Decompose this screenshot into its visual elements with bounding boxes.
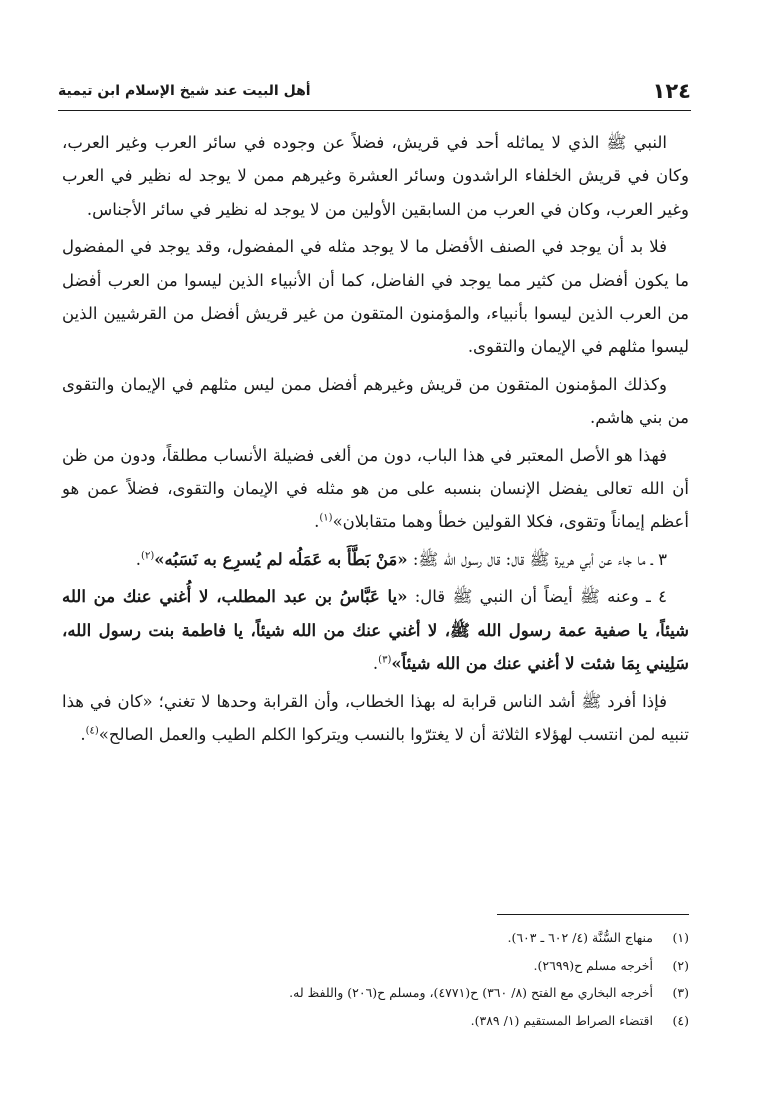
footnote-mark: (٣) (672, 985, 689, 1000)
footnote (62, 1007, 689, 1035)
paragraph (62, 580, 689, 680)
text-run: ٣ ـ ما جاء عن أبي هريرة ﷺ قال: قال رسول الله ﷺ: (407, 549, 667, 569)
footnote-ref: (٤) (85, 725, 99, 737)
footnote-text: أخرجه البخاري مع الفتح (٨/ ٣٦٠) ح(٤٧٧١)، ومسلم ح(٢٠٦) واللفظ له. (289, 985, 653, 1000)
footnote (62, 979, 689, 1007)
text-run: . (80, 724, 86, 744)
hadith-quote: «يا عَبَّاسُ بن عبد المطلب، لا أُغني عنك من الله شيئاً، يا صفية عمة رسول الله ﷺ، لا أغني عنك من الله شيئاً، يا فاطمة بنت رسول الله، سَلِيني بِمَا شئت لا أغني عنك من الله شيئاً» (62, 587, 689, 674)
hadith-quote: «مَنْ بَطَّأَ به عَمَلُه لم يُسرِع به نَسَبُه» (154, 549, 408, 569)
footnote-mark: (١) (672, 930, 689, 945)
text-run: ٤ ـ وعنه ﷺ أيضاً أن النبي ﷺ قال: (407, 587, 667, 607)
footnote-ref: (١) (319, 512, 333, 524)
footnote-mark: (٤) (672, 1012, 689, 1028)
text-run: فلا بد أن يوجد في الصنف الأفضل ما لا يوجد مثله في المفضول، وقد يوجد في المفضول ما يكون أفضل من كثير مما يوجد في الفاضل، كما أن الأنبياء الذين ليسوا من العرب أفضل من العرب الذين ليسوا بأنبياء، والمؤمنون المتقون من غير قريش أفضل من القرشيين الذين ليسوا مثلهم في الإيمان والتقوى. (62, 237, 689, 357)
text-run: . (135, 549, 142, 569)
text-run: وكذلك المؤمنون المتقون من قريش وغيرهم أفضل ممن ليس مثلهم في الإيمان والتقوى من بني هاشم. (62, 374, 689, 428)
paragraph (62, 439, 689, 539)
footnote-text: أخرجه مسلم ح(٢٦٩٩). (533, 957, 653, 973)
paragraph (62, 230, 689, 364)
text-run: . (372, 654, 379, 674)
footnote-divider (497, 914, 689, 915)
footnote-text: منهاج السُّنَّة (٤/ ٦٠٢ ـ ٦٠٣). (507, 930, 653, 945)
footnote-ref: (٢) (141, 550, 155, 562)
running-title: أهل البيت عند شيخ الإسلام ابن تيمية (58, 83, 311, 99)
paragraph (62, 685, 689, 752)
paragraph (62, 543, 689, 576)
page-number: ١٢٤ (652, 79, 691, 103)
footnote (62, 924, 689, 952)
footnote-text: اقتضاء الصراط المستقيم (١/ ٣٨٩). (470, 1012, 653, 1028)
footnote-mark: (٢) (672, 957, 689, 973)
footnote (62, 952, 689, 980)
text-run: . (314, 512, 320, 532)
paragraph (62, 368, 689, 435)
text-run: فهذا هو الأصل المعتبر في هذا الباب، دون من ألغى فضيلة الأنساب مطلقاً، ودون من ظن أن الله تعالى يفضل الإنسان بنسبه على من هو مثله في الإيمان والتقوى، فضلاً عمن هو أعظم إيماناً وتقوى، فكلا القولين خطأ وهما متقابلان» (62, 445, 689, 532)
text-run: فإذا أفرد ﷺ أشد الناس قرابة له بهذا الخطاب، وأن القرابة وحدها لا تغني؛ «كان في هذا تنبيه لمن انتسب لهؤلاء الثلاثة أن لا يغترّوا بالنسب ويتركوا الكلم الطيب والعمل الصالح» (62, 691, 689, 744)
page-header (58, 72, 691, 111)
text-run: النبي ﷺ الذي لا يماثله أحد في قريش، فضلاً عن وجوده في سائر العرب وغير العرب، وكان في قريش الخلفاء الراشدون وسائر العشرة وغيرهم ممن لا يوجد له نظير في العرب وغير العرب، وكان في العرب من السابقين الأولين من لا يوجد له نظير في سائر الأجناس. (62, 133, 689, 219)
footnotes (62, 924, 689, 1034)
body-text (62, 126, 689, 755)
paragraph (62, 126, 689, 226)
footnote-ref: (٣) (378, 654, 392, 666)
